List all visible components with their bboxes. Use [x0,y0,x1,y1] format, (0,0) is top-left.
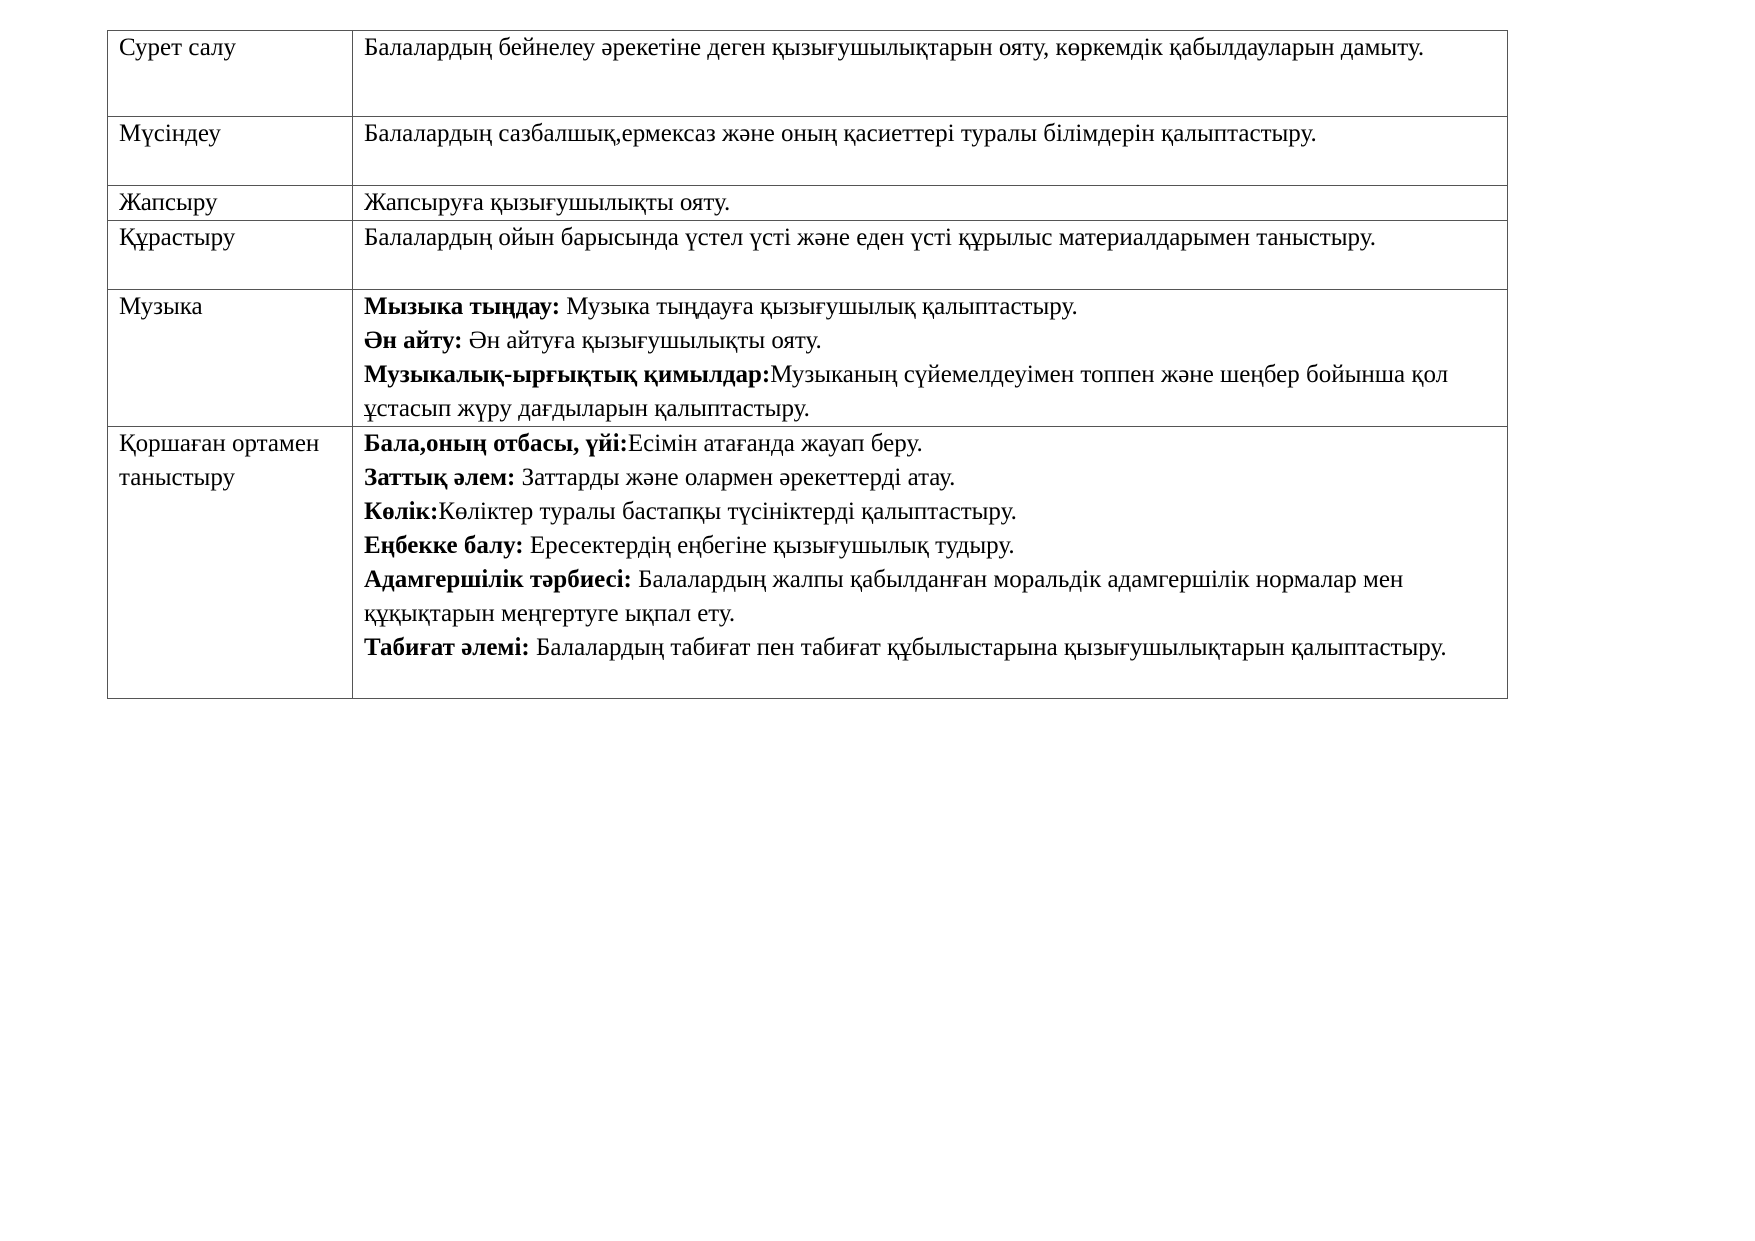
goal-cell [353,427,1508,699]
goal-item [364,461,1497,495]
subject-cell: Қоршаған ортамен таныстыру [108,427,353,699]
goal-cell: Балалардың бейнелеу әрекетіне деген қызығушылықтарын ояту, көркемдік қабылдауларын дамыту. [353,31,1508,117]
goal-item-label: Музыкалық-ырғықтық қимылдар: [364,361,771,388]
table-row [108,290,1508,427]
subject-cell: Музыка [108,290,353,427]
goal-cell: Балалардың ойын барысында үстел үсті және еден үсті құрылыс материалдарымен таныстыру. [353,221,1508,290]
goal-item-text: Есімін атағанда жауап беру. [627,430,923,457]
table-row [108,31,1508,117]
goal-item [364,358,1497,426]
goal-item-label: Бала,оның отбасы, үйі: [364,430,628,457]
goal-item-label: Көлік: [364,498,439,525]
goal-item [364,529,1497,563]
table-row [108,117,1508,186]
goal-item-text: Балалардың жалпы қабылданған моральдік адамгершілік нормалар мен құқықтарын меңгертуге ықпал ету. [364,566,1404,627]
table-row [108,221,1508,290]
goal-item-text: Музыка тыңдауға қызығушылық қалыптастыру. [560,293,1078,320]
goal-item-label: Ән айту: [364,327,463,354]
goal-item [364,290,1497,324]
goal-item-text: Көліктер туралы бастапқы түсініктерді қалыптастыру. [438,498,1017,525]
goal-item-label: Еңбекке балу: [364,532,524,559]
goal-item [364,563,1497,631]
goal-item-label: Мызыка тыңдау: [364,293,561,320]
subject-cell: Құрастыру [108,221,353,290]
subject-cell: Жапсыру [108,186,353,221]
goal-item [364,495,1497,529]
goal-item-text: Ән айтуға қызығушылықты ояту. [462,327,822,354]
table-row [108,427,1508,699]
goal-item-text: Заттарды және олармен әрекеттерді атау. [515,464,956,491]
goal-item-label: Адамгершілік тәрбиесі: [364,566,632,593]
goal-item-text: Музыканың сүйемелдеуімен топпен және шеңбер бойынша қол ұстасып жүру дағдыларын қалыптастыру. [364,361,1449,422]
goal-item-text: Ересектердің еңбегіне қызығушылық тудыру. [523,532,1015,559]
subject-cell: Мүсіндеу [108,117,353,186]
goal-cell: Балалардың сазбалшық,ермексаз және оның қасиеттері туралы білімдерін қалыптастыру. [353,117,1508,186]
goal-cell [353,290,1508,427]
goal-cell: Жапсыруға қызығушылықты ояту. [353,186,1508,221]
goal-item-text: Балалардың табиғат пен табиғат құбылыстарына қызығушылықтарын қалыптастыру. [529,634,1447,661]
goal-item [364,324,1497,358]
goal-item-label: Заттық әлем: [364,464,516,491]
goal-item [364,427,1497,461]
table-row [108,186,1508,221]
goal-item-label: Табиғат әлемі: [364,634,530,661]
goal-item [364,631,1497,665]
curriculum-table [107,30,1508,699]
subject-cell: Сурет салу [108,31,353,117]
